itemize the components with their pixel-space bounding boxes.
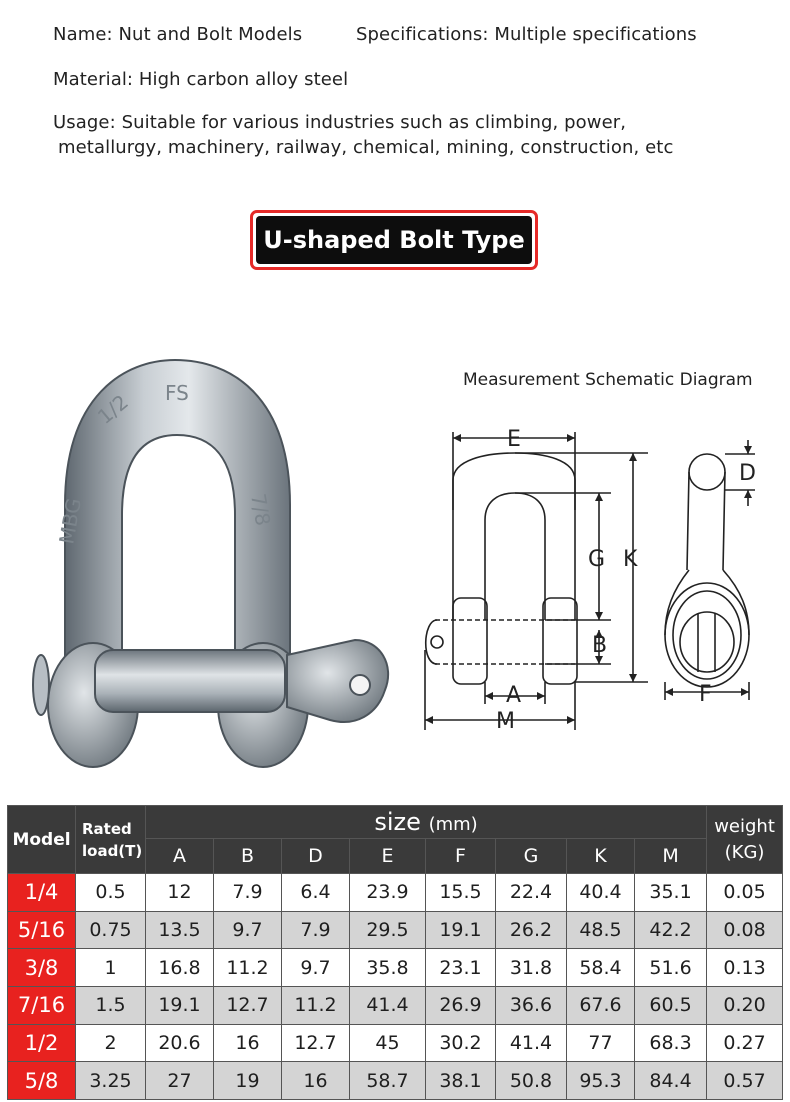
cell-a: 27 — [146, 1062, 214, 1100]
product-usage-line-2: metallurgy, machinery, railway, chemical, mining, construction, etc — [58, 137, 674, 158]
header-weight-label: weight — [714, 815, 775, 837]
label-e: E — [507, 427, 521, 452]
model-cell: 5/8 — [8, 1062, 76, 1100]
cell-d: 12.7 — [282, 1024, 350, 1062]
label-f: F — [699, 682, 712, 707]
header-col-b: B — [214, 839, 282, 874]
rated-cell: 1 — [76, 949, 146, 987]
cell-e: 35.8 — [350, 949, 426, 987]
cell-a: 13.5 — [146, 911, 214, 949]
weight-cell: 0.20 — [707, 986, 783, 1024]
cell-d: 16 — [282, 1062, 350, 1100]
cell-d: 6.4 — [282, 874, 350, 912]
cell-m: 35.1 — [635, 874, 707, 912]
cell-m: 84.4 — [635, 1062, 707, 1100]
cell-g: 50.8 — [496, 1062, 567, 1100]
cell-d: 7.9 — [282, 911, 350, 949]
cell-e: 58.7 — [350, 1062, 426, 1100]
cell-k: 40.4 — [567, 874, 635, 912]
cell-a: 16.8 — [146, 949, 214, 987]
header-size-unit: (mm) — [428, 814, 478, 835]
cell-a: 20.6 — [146, 1024, 214, 1062]
model-cell: 1/4 — [8, 874, 76, 912]
rated-cell: 3.25 — [76, 1062, 146, 1100]
cell-b: 16 — [214, 1024, 282, 1062]
rated-cell: 0.5 — [76, 874, 146, 912]
cell-e: 23.9 — [350, 874, 426, 912]
header-model: Model — [8, 806, 76, 874]
shackle-product-image — [25, 355, 405, 775]
table-row — [8, 911, 783, 949]
header-rated-load — [76, 806, 146, 874]
label-g: G — [588, 547, 606, 572]
cell-g: 31.8 — [496, 949, 567, 987]
product-usage-line-1: Usage: Suitable for various industries such as climbing, power, — [53, 112, 627, 133]
cell-e: 41.4 — [350, 986, 426, 1024]
product-material: Material: High carbon alloy steel — [53, 69, 349, 90]
banner-title: U-shaped Bolt Type — [256, 216, 532, 264]
cell-g: 41.4 — [496, 1024, 567, 1062]
weight-cell: 0.57 — [707, 1062, 783, 1100]
marking-mbg: MBG — [54, 496, 86, 546]
cell-k: 58.4 — [567, 949, 635, 987]
header-rated-unit: load(T) — [82, 841, 143, 860]
cell-f: 26.9 — [426, 986, 496, 1024]
header-weight — [707, 806, 783, 874]
weight-cell: 0.05 — [707, 874, 783, 912]
cell-g: 26.2 — [496, 911, 567, 949]
cell-m: 51.6 — [635, 949, 707, 987]
label-b: B — [592, 633, 608, 658]
cell-b: 9.7 — [214, 911, 282, 949]
cell-g: 36.6 — [496, 986, 567, 1024]
rated-cell: 0.75 — [76, 911, 146, 949]
label-d: D — [739, 461, 756, 486]
header-col-e: E — [350, 839, 426, 874]
header-col-d: D — [282, 839, 350, 874]
label-k: K — [623, 547, 638, 572]
header-weight-unit: (KG) — [724, 841, 765, 863]
header-size — [146, 806, 707, 839]
cell-m: 60.5 — [635, 986, 707, 1024]
label-m: M — [496, 709, 515, 734]
weight-cell: 0.27 — [707, 1024, 783, 1062]
cell-f: 30.2 — [426, 1024, 496, 1062]
cell-b: 7.9 — [214, 874, 282, 912]
header-col-a: A — [146, 839, 214, 874]
rated-cell: 2 — [76, 1024, 146, 1062]
cell-a: 19.1 — [146, 986, 214, 1024]
weight-cell: 0.13 — [707, 949, 783, 987]
measurement-schematic — [415, 420, 775, 740]
header-col-f: F — [426, 839, 496, 874]
cell-g: 22.4 — [496, 874, 567, 912]
header-size-label: size — [374, 808, 421, 836]
header-rated-label: Rated — [82, 819, 132, 838]
table-row — [8, 1024, 783, 1062]
cell-f: 19.1 — [426, 911, 496, 949]
product-specifications: Specifications: Multiple specifications — [356, 24, 697, 45]
rated-cell: 1.5 — [76, 986, 146, 1024]
cell-f: 15.5 — [426, 874, 496, 912]
header-col-g: G — [496, 839, 567, 874]
cell-e: 29.5 — [350, 911, 426, 949]
marking-size: 1/2 — [92, 389, 133, 429]
product-name: Name: Nut and Bolt Models — [53, 24, 303, 45]
cell-d: 11.2 — [282, 986, 350, 1024]
header-col-m: M — [635, 839, 707, 874]
cell-a: 12 — [146, 874, 214, 912]
model-cell: 1/2 — [8, 1024, 76, 1062]
cell-b: 12.7 — [214, 986, 282, 1024]
cell-d: 9.7 — [282, 949, 350, 987]
cell-e: 45 — [350, 1024, 426, 1062]
diagram-title: Measurement Schematic Diagram — [463, 370, 753, 390]
model-cell: 5/16 — [8, 911, 76, 949]
table-row — [8, 1062, 783, 1100]
table-row — [8, 949, 783, 987]
cell-k: 67.6 — [567, 986, 635, 1024]
marking-fraction: 7/8 — [246, 491, 276, 528]
cell-b: 11.2 — [214, 949, 282, 987]
cell-f: 38.1 — [426, 1062, 496, 1100]
table-row — [8, 874, 783, 912]
model-cell: 7/16 — [8, 986, 76, 1024]
header-col-k: K — [567, 839, 635, 874]
cell-m: 42.2 — [635, 911, 707, 949]
cell-b: 19 — [214, 1062, 282, 1100]
marking-fs: FS — [165, 381, 189, 405]
cell-k: 48.5 — [567, 911, 635, 949]
cell-k: 77 — [567, 1024, 635, 1062]
weight-cell: 0.08 — [707, 911, 783, 949]
label-a: A — [506, 683, 522, 708]
table-row — [8, 986, 783, 1024]
section-banner — [250, 210, 538, 270]
model-cell: 3/8 — [8, 949, 76, 987]
cell-f: 23.1 — [426, 949, 496, 987]
spec-table — [7, 805, 783, 1100]
cell-k: 95.3 — [567, 1062, 635, 1100]
cell-m: 68.3 — [635, 1024, 707, 1062]
